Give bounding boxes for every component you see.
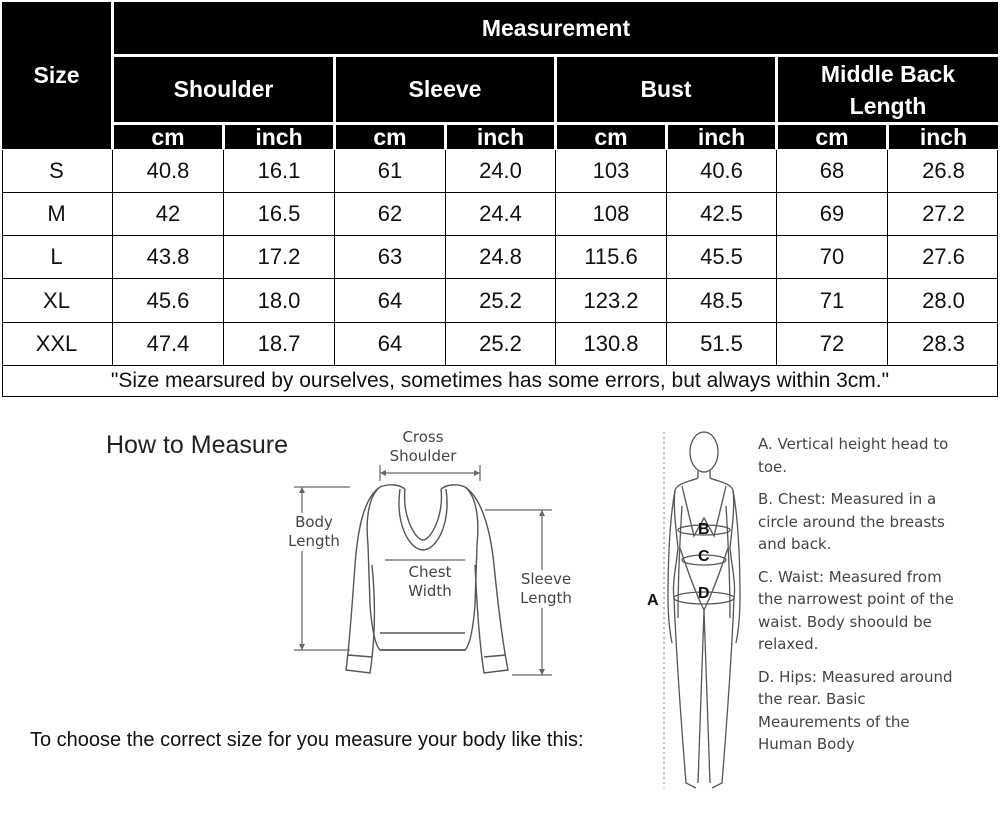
value-cell: 103: [592, 158, 630, 183]
table-grid-line: [2, 150, 3, 397]
unit-header: cm: [557, 125, 665, 149]
value-cell: 43.8: [146, 244, 190, 270]
size-row: [2, 193, 998, 236]
value-cell: 18.7: [257, 330, 301, 356]
value-cell: 28.0: [922, 287, 965, 313]
legend-item-b: B. Chest: Measured in a circle around the breasts and back.: [758, 490, 945, 553]
value-cell: 68: [819, 158, 845, 183]
size-row: [2, 280, 998, 323]
value-cell: 61: [377, 158, 403, 183]
value-cell: 71: [819, 287, 845, 313]
value-cell: 47.4: [146, 330, 190, 356]
value-cell: 70: [819, 244, 845, 270]
value-cell: 24.8: [479, 244, 522, 270]
how-to-measure-title: How to Measure: [106, 431, 289, 459]
table-grid-line: [555, 150, 556, 366]
value-cell: 16.1: [257, 158, 301, 183]
value-cell: 24.0: [479, 158, 522, 183]
chest-width-label: Chest Width: [400, 563, 460, 601]
legend-item-a: A. Vertical height head to toe.: [758, 435, 949, 476]
value-cell: 28.3: [922, 330, 965, 356]
value-cell: 25.2: [479, 287, 522, 313]
value-cell: 26.8: [922, 158, 965, 183]
size-cell: S: [49, 158, 64, 183]
value-cell: 24.4: [479, 201, 522, 227]
value-cell: 45.5: [700, 244, 743, 270]
value-cell: 17.2: [257, 244, 301, 270]
choose-size-instruction: To choose the correct size for you measure your body like this:: [30, 729, 584, 751]
marker-c: C: [698, 548, 710, 565]
value-cell: 27.2: [922, 201, 965, 227]
value-cell: 48.5: [700, 287, 743, 313]
body-measurement-legend: [758, 433, 963, 766]
group-header-middle-back-length: Middle Back Length: [778, 57, 998, 122]
unit-header: cm: [114, 125, 222, 149]
group-header-sleeve: Sleeve: [336, 57, 554, 122]
value-cell: 16.5: [257, 201, 301, 227]
table-grid-line: [445, 150, 446, 366]
value-cell: 64: [377, 330, 403, 356]
value-cell: 27.6: [922, 244, 965, 270]
size-cell: M: [47, 201, 66, 227]
value-cell: 40.6: [700, 158, 743, 183]
body-length-label: Body Length: [284, 513, 344, 551]
measurement-header: Measurement: [114, 2, 998, 54]
value-cell: 51.5: [700, 330, 743, 356]
value-cell: 64: [377, 287, 403, 313]
value-cell: 18.0: [257, 287, 301, 313]
unit-header: inch: [889, 125, 998, 149]
legend-item-d: D. Hips: Measured around the rear. Basic Meaurements of the Human Body: [758, 667, 953, 753]
value-cell: 69: [819, 201, 845, 227]
human-body-diagram: [660, 428, 750, 796]
unit-header: cm: [778, 125, 886, 149]
marker-d: D: [698, 585, 710, 602]
cross-shoulder-label: Cross Shoulder: [389, 428, 457, 465]
value-cell: 62: [377, 201, 403, 227]
group-header-shoulder: Shoulder: [114, 57, 333, 122]
value-cell: 72: [819, 330, 845, 356]
table-grid-line: [997, 150, 998, 397]
value-cell: 45.6: [146, 287, 190, 313]
table-grid-line: [223, 150, 224, 366]
table-grid-line: [666, 150, 667, 366]
size-row: [2, 150, 998, 193]
value-cell: 130.8: [583, 330, 639, 356]
value-cell: 63: [377, 244, 403, 270]
value-cell: 108: [592, 201, 630, 227]
table-grid-line: [112, 150, 113, 366]
unit-header: cm: [336, 125, 444, 149]
group-header-bust: Bust: [557, 57, 775, 122]
value-cell: 115.6: [584, 244, 638, 270]
sleeve-length-label: Sleeve Length: [514, 570, 578, 608]
value-cell: 25.2: [479, 330, 522, 356]
size-note: "Size mearsured by ourselves, sometimes has some errors, but always within 3cm.": [2, 366, 998, 397]
unit-header: inch: [668, 125, 775, 149]
table-grid-line: [334, 150, 335, 366]
size-cell: L: [50, 244, 63, 270]
size-row: [2, 323, 998, 366]
size-row: [2, 236, 998, 279]
value-cell: 42: [155, 201, 181, 227]
size-cell: XL: [43, 287, 70, 313]
unit-header: inch: [225, 125, 333, 149]
legend-item-c: C. Waist: Measured from the narrowest point of the waist. Body shoould be relaxed.: [758, 567, 954, 653]
table-grid-line: [776, 150, 777, 366]
size-cell: XXL: [35, 330, 78, 356]
size-header: Size: [2, 2, 111, 149]
marker-a: A: [647, 592, 659, 609]
table-grid-line: [887, 150, 888, 366]
value-cell: 40.8: [146, 158, 190, 183]
value-cell: 42.5: [700, 201, 743, 227]
unit-header: inch: [447, 125, 554, 149]
marker-b: B: [698, 521, 710, 538]
value-cell: 123.2: [583, 287, 639, 313]
